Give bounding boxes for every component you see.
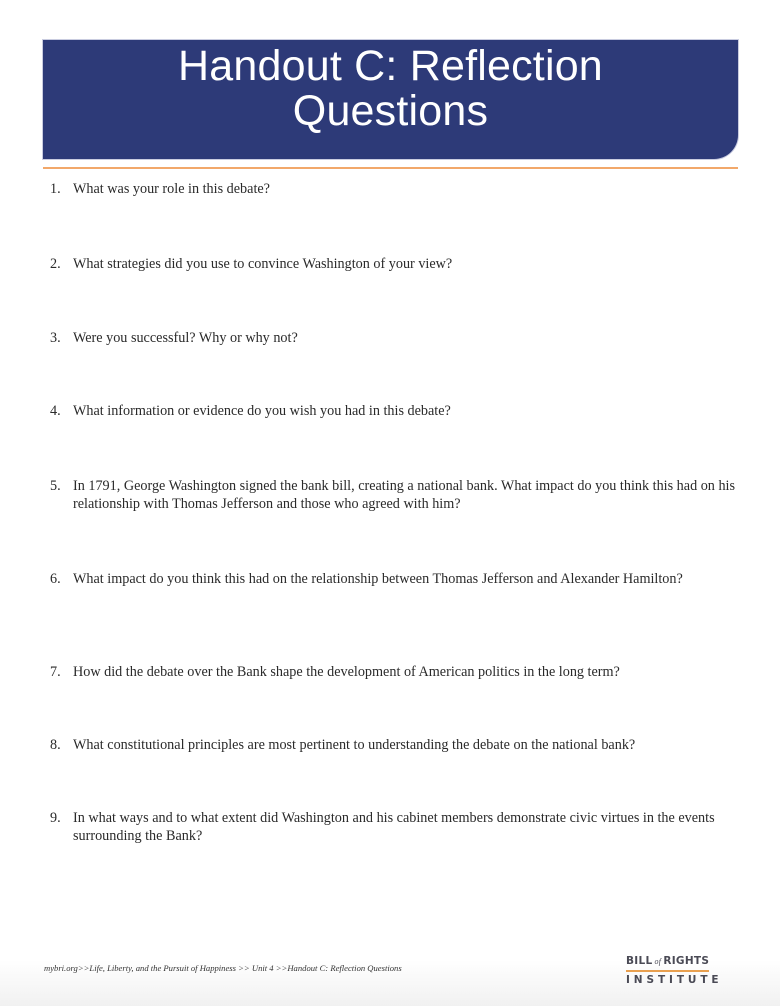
question-item: [50, 255, 740, 273]
question-text: Were you successful? Why or why not?: [73, 330, 298, 346]
logo-top-row: [626, 955, 709, 968]
page-title-line-1: Handout C: Reflection: [178, 42, 603, 90]
logo-word-institute: INSTITUTE: [626, 974, 723, 986]
question-number: 2.: [50, 256, 61, 272]
question-item: [50, 809, 740, 845]
question-text: What information or evidence do you wish you had in this debate?: [73, 403, 451, 419]
question-number: 3.: [50, 330, 61, 346]
page-title-line-2: Questions: [292, 87, 489, 135]
question-text: What constitutional principles are most pertinent to understanding the debate on the national bank?: [73, 737, 636, 753]
header-divider: [43, 167, 738, 169]
question-number: 1.: [50, 181, 61, 197]
question-text: How did the debate over the Bank shape the development of American politics in the long term?: [73, 664, 620, 680]
logo-word-bill: BILL: [626, 955, 653, 967]
logo-divider: [626, 970, 709, 972]
question-item: [50, 736, 740, 754]
question-text: In what ways and to what extent did Washington and his cabinet members demonstrate civic virtues in the events surrounding the Bank?: [73, 810, 715, 844]
question-text: What was your role in this debate?: [73, 181, 270, 197]
logo-word-of: of: [654, 957, 662, 966]
question-item: [50, 402, 740, 420]
question-number: 4.: [50, 403, 61, 419]
logo-word-rights: RIGHTS: [663, 955, 710, 967]
question-text: In 1791, George Washington signed the bank bill, creating a national bank. What impact do you think this had on his relationship with Thomas Jefferson and those who agreed with him?: [73, 478, 736, 512]
question-item: [50, 663, 740, 681]
question-number: 5.: [50, 478, 61, 494]
question-number: 8.: [50, 737, 61, 753]
question-number: 9.: [50, 810, 61, 826]
question-number: 6.: [50, 571, 61, 587]
question-text: What strategies did you use to convince Washington of your view?: [73, 256, 453, 272]
question-item: [50, 329, 740, 347]
question-number: 7.: [50, 664, 61, 680]
question-item: [50, 180, 740, 198]
title-banner: [43, 40, 738, 159]
footer-breadcrumb: mybri.org>>Life, Liberty, and the Pursuit of Happiness >> Unit 4 >>Handout C: Reflection Questions: [44, 963, 402, 973]
question-item: [50, 570, 740, 588]
bill-of-rights-institute-logo: [626, 955, 723, 987]
page-title: [43, 44, 738, 134]
question-item: [50, 477, 740, 513]
question-text: What impact do you think this had on the relationship between Thomas Jefferson and Alexander Hamilton?: [73, 571, 683, 587]
